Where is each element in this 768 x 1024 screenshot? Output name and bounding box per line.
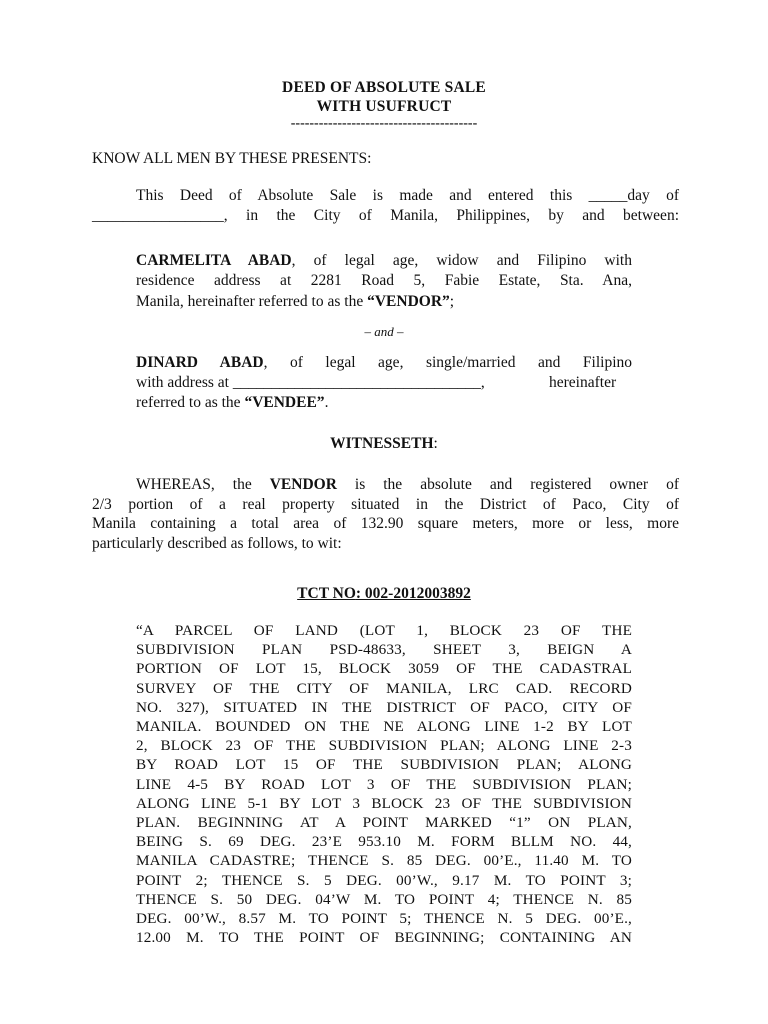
td-line: BEING S. 69 DEG. 23’E 953.10 M. FORM BLLM NO. 44, bbox=[136, 833, 632, 851]
tct-label: TCT NO bbox=[297, 585, 356, 602]
td-line: MANILA. BOUNDED ON THE NE ALONG LINE 1-2 BY LOT bbox=[136, 718, 632, 736]
td-line: PORTION OF LOT 15, BLOCK 3059 OF THE CADASTRAL bbox=[136, 660, 632, 678]
vendor-line-3 bbox=[136, 293, 454, 311]
whereas-post: is the absolute and registered owner of bbox=[336, 476, 679, 493]
vendee-name: DINARD ABAD bbox=[136, 354, 264, 371]
vendee-line-2-pre: with address at ________________________________, bbox=[136, 374, 485, 391]
intro-line-1: This Deed of Absolute Sale is made and entered this _____day of bbox=[136, 187, 679, 204]
td-line: NO. 327), SITUATED IN THE DISTRICT OF PACO, CITY OF bbox=[136, 698, 632, 716]
whereas-line-4: particularly described as follows, to wit: bbox=[92, 535, 342, 552]
td-line: BY ROAD LOT 15 OF THE SUBDIVISION PLAN; ALONG bbox=[136, 756, 632, 774]
tct-heading bbox=[0, 585, 768, 603]
vendee-designation: “VENDEE” bbox=[244, 394, 325, 411]
vendor-line-2: residence address at 2281 Road 5, Fabie Estate, Sta. Ana, bbox=[136, 272, 632, 289]
witnesseth-colon: : bbox=[433, 435, 438, 452]
td-line: SURVEY OF THE CITY OF MANILA, LRC CAD. RECORD bbox=[136, 679, 632, 697]
vendor-name: CARMELITA ABAD bbox=[136, 252, 292, 269]
vendee-line-1 bbox=[136, 354, 632, 372]
whereas-vendor: VENDOR bbox=[269, 476, 337, 493]
vendee-line-2-post: hereinafter bbox=[549, 374, 617, 391]
td-line: 2, BLOCK 23 OF THE SUBDIVISION PLAN; ALONG LINE 2-3 bbox=[136, 737, 632, 755]
td-line: DEG. 00’W., 8.57 M. TO POINT 5; THENCE N. 5 DEG. 00’E., bbox=[136, 910, 632, 928]
vendee-line-3 bbox=[136, 394, 328, 412]
vendee-line-3-pre: referred to as the bbox=[136, 394, 245, 411]
td-line: “A PARCEL OF LAND (LOT 1, BLOCK 23 OF THE bbox=[136, 622, 632, 639]
vendor-designation: “VENDOR” bbox=[367, 293, 450, 310]
td-line: LINE 4-5 BY ROAD LOT 3 OF THE SUBDIVISION PLAN; bbox=[136, 775, 632, 793]
whereas-line-1 bbox=[136, 476, 679, 494]
tct-number: : 002-2012003892 bbox=[355, 585, 471, 602]
td-line: SUBDIVISION PLAN PSD-48633, SHEET 3, BEIGN A bbox=[136, 641, 632, 659]
whereas-pre: WHEREAS, the bbox=[136, 476, 270, 493]
vendor-line-1 bbox=[136, 252, 632, 270]
document-subtitle: WITH USUFRUCT bbox=[316, 98, 452, 115]
technical-description bbox=[136, 621, 632, 947]
vendee-line-3-post: . bbox=[324, 394, 329, 411]
td-line: MANILA CADASTRE; THENCE S. 85 DEG. 00’E., 11.40 M. TO bbox=[136, 852, 632, 870]
witnesseth-heading bbox=[0, 435, 768, 453]
preamble: KNOW ALL MEN BY THESE PRESENTS: bbox=[92, 150, 372, 167]
td-line: POINT 2; THENCE S. 5 DEG. 00’W., 9.17 M. TO POINT 3; bbox=[136, 871, 632, 889]
witnesseth-text: WITNESSETH bbox=[330, 435, 434, 452]
vendor-line-3-pre: Manila, hereinafter referred to as the bbox=[136, 293, 368, 310]
td-line: THENCE S. 50 DEG. 04’W M. TO POINT 4; THENCE N. 85 bbox=[136, 890, 632, 908]
whereas-line-2: 2/3 portion of a real property situated in the District of Paco, City of bbox=[92, 496, 679, 513]
document-title: DEED OF ABSOLUTE SALE bbox=[282, 79, 486, 96]
td-line: 12.00 M. TO THE POINT OF BEGINNING; CONTAINING AN bbox=[136, 929, 632, 947]
vendor-line-1-rest: , of legal age, widow and Filipino with bbox=[291, 252, 632, 269]
td-line: PLAN. BEGINNING AT A POINT MARKED “1” ON PLAN, bbox=[136, 814, 632, 832]
vendee-line-1-rest: , of legal age, single/married and Filipino bbox=[263, 354, 632, 371]
td-line: ALONG LINE 5-1 BY LOT 3 BLOCK 23 OF THE SUBDIVISION bbox=[136, 794, 632, 812]
whereas-line-3: Manila containing a total area of 132.90 square meters, more or less, more bbox=[92, 515, 679, 532]
and-separator: – and – bbox=[364, 324, 404, 339]
intro-line-2: _________________, in the City of Manila, Philippines, by and between: bbox=[92, 207, 679, 224]
vendor-line-3-post: ; bbox=[449, 293, 455, 310]
title-rule: ---------------------------------------- bbox=[290, 116, 478, 131]
